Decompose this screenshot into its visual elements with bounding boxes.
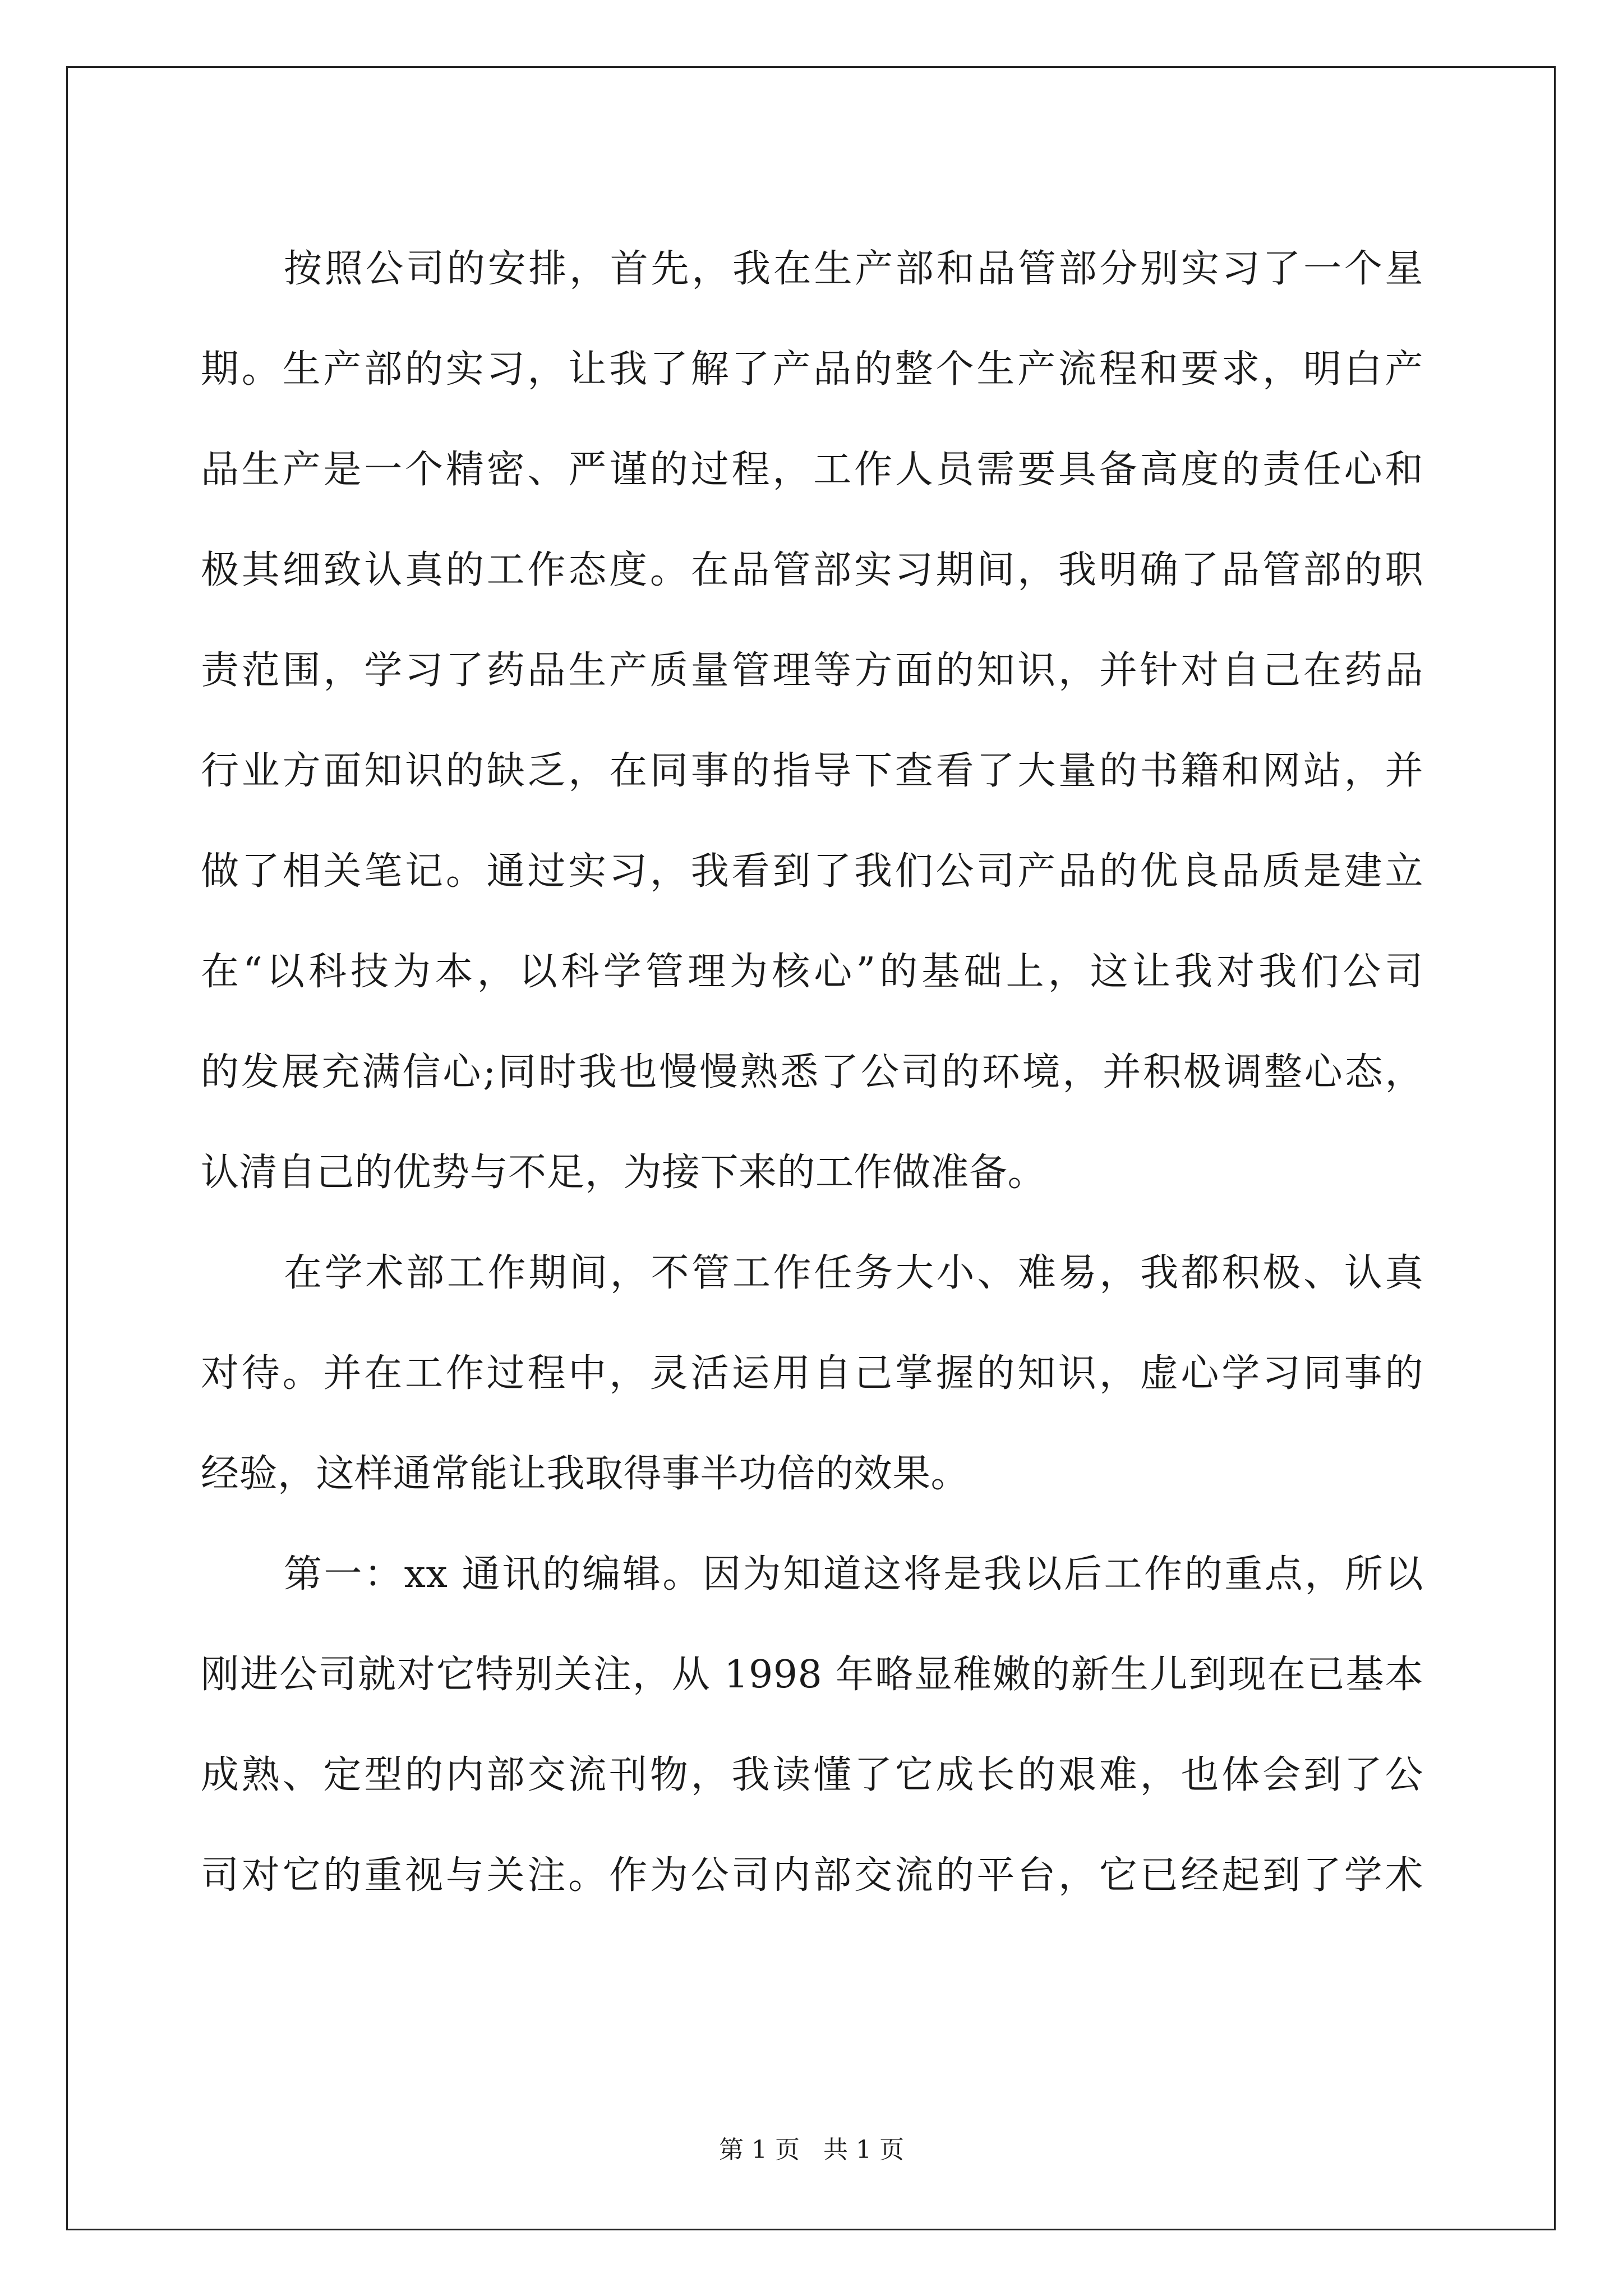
paragraph-2-line-3: 经验，这样通常能让我取得事半功倍的效果。 [201, 1452, 970, 1496]
paragraph-1-line-9: 的发展充满信心;同时我也慢慢熟悉了公司的环境，并积极调整心态， [201, 1050, 1423, 1094]
paragraph-1-line-6: 行业方面知识的缺乏，在同事的指导下查看了大量的书籍和网站，并 [201, 749, 1423, 793]
paragraph-3-line-3: 成熟、定型的内部交流刊物，我读懂了它成长的艰难，也体会到了公 [201, 1753, 1423, 1797]
document-body [201, 219, 1423, 1926]
paragraph-2-line-2: 对待。并在工作过程中，灵活运用自己掌握的知识，虚心学习同事的 [201, 1351, 1423, 1396]
paragraph-3-line-4: 司对它的重视与关注。作为公司内部交流的平台，它已经起到了学术 [201, 1853, 1423, 1898]
page-footer [0, 2129, 1623, 2165]
paragraph-3-line-2: 刚进公司就对它特别关注，从 1998 年略显稚嫩的新生儿到现在已基本 [201, 1653, 1423, 1697]
paragraph-1-line-10: 认清自己的优势与不足，为接下来的工作做准备。 [201, 1151, 1046, 1195]
paragraph-1-line-2: 期。生产部的实习，让我了解了产品的整个生产流程和要求，明白产 [201, 347, 1423, 392]
paragraph-1-line-8: 在“以科技为本，以科学管理为核心”的基础上，这让我对我们公司 [201, 950, 1423, 994]
page-total: 共 1 页 [823, 2136, 904, 2164]
paragraph-1-line-4: 极其细致认真的工作态度。在品管部实习期间，我明确了品管部的职 [201, 548, 1423, 592]
paragraph-1-line-1: 按照公司的安排，首先，我在生产部和品管部分别实习了一个星 [284, 247, 1423, 291]
page-number: 第 1 页 [719, 2136, 800, 2164]
paragraph-1-line-5: 责范围，学习了药品生产质量管理等方面的知识，并针对自己在药品 [201, 648, 1423, 693]
paragraph-1-line-7: 做了相关笔记。通过实习，我看到了我们公司产品的优良品质是建立 [201, 849, 1423, 894]
paragraph-2-line-1: 在学术部工作期间，不管工作任务大小、难易，我都积极、认真 [284, 1251, 1423, 1295]
paragraph-3-line-1: 第一：xx 通讯的编辑。因为知道这将是我以后工作的重点，所以 [284, 1552, 1423, 1596]
paragraph-1-line-3: 品生产是一个精密、严谨的过程，工作人员需要具备高度的责任心和 [201, 448, 1423, 492]
